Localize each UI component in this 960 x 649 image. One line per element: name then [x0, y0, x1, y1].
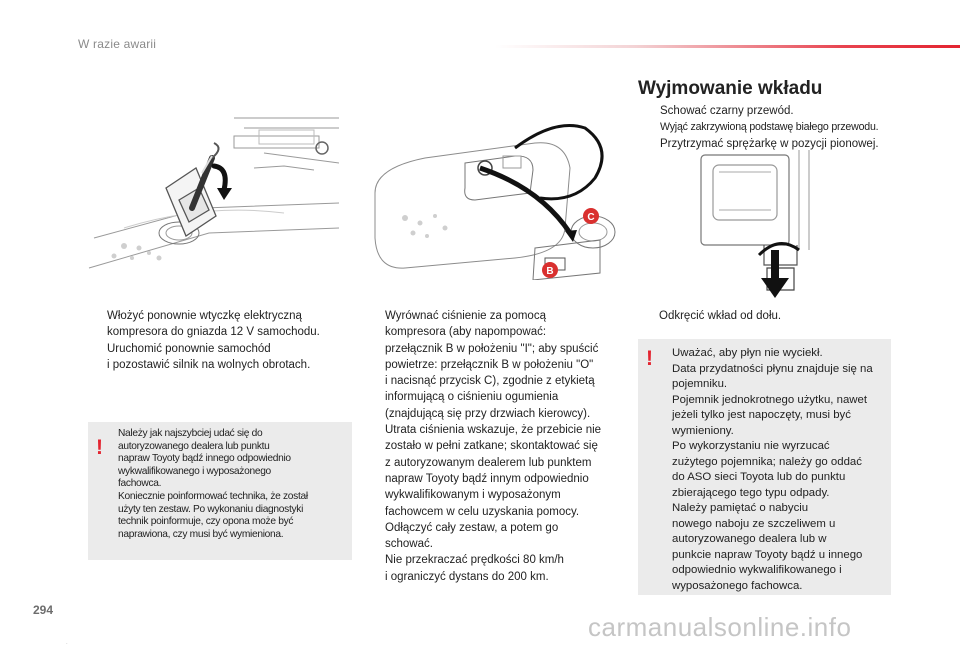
bullet-marker: [641, 119, 660, 135]
list-item-text: Przytrzymać sprężarkę w pozycji pionowej.: [660, 137, 879, 150]
bullet-marker: [366, 552, 385, 585]
list-item-text: Wyrównać ciśnienie za pomocą kompresora (aby napompować: przełącznik B w położeniu "I"; aby spuścić powietrze: przełącznik B w położeniu "O" i nacisnąć przycisk C), zgodnie z etykietą informującą o ciśnieniu ogumienia (znajdującą się przy drzwiach kierowcy). Utrata ciśnienia wskazuje, że przebicie nie zostało w pełni zatkane; skontaktować się z autoryzowanym dealerem lub punktem napraw Toyoty bądź innym odpowiednio wykwalifikowanym i wyposażonym fachowcem w celu uzyskania pomocy.: [385, 310, 602, 518]
list-item-text: Włożyć ponownie wtyczkę elektryczną kompresora do gniazda 12 V samochodu.: [107, 310, 320, 339]
list-item: [641, 119, 901, 135]
warning-box: [638, 339, 891, 595]
warning-icon: !: [96, 436, 103, 459]
section-header: W razie awarii: [78, 37, 157, 51]
warning-icon: !: [646, 347, 653, 370]
warning-box: [88, 422, 352, 560]
list-item: [88, 308, 353, 341]
bullet-marker: [88, 341, 107, 374]
cartridge-removal-illustration: [679, 150, 831, 300]
bullet-marker: [88, 308, 107, 341]
list-item: [88, 341, 353, 374]
list-item: [366, 308, 628, 520]
watermark: carmanualsonline.info: [588, 612, 852, 642]
list-item: [641, 103, 901, 119]
list-item-text: Odłączyć cały zestaw, a potem go schować.: [385, 521, 559, 551]
list-item: [366, 520, 628, 553]
bullet-marker: [366, 520, 385, 553]
callout-b-label: B: [546, 266, 554, 277]
page-number: 294: [33, 603, 54, 617]
bullet-marker: [641, 103, 660, 119]
callout-c-label: C: [587, 212, 595, 223]
bullet-marker: [641, 136, 660, 152]
instructions-column-3: [640, 308, 900, 324]
warning-text: Uważać, aby płyn nie wyciekł. Data przydatności płynu znajduje się na pojemniku. Pojemnik jednokrotnego użytku, nawet jeżeli tylko jest napoczęty, musi być wymieniony. Po wykorzystaniu nie wyrzucać zużytego pojemnika; należy go oddać do ASO sieci Toyota lub do punktu zbierającego tego typu odpady. Należy pamiętać o nabyciu nowego naboju ze szczeliwem u autoryzowanego dealera lub w punkcie napraw Toyoty bądź u innego odpowiednio wykwalifikowanego i wyposażonego fachowca.: [672, 347, 873, 592]
compressor-plug-illustration: [84, 108, 339, 280]
list-item: [640, 308, 900, 324]
instructions-column-2: [366, 308, 628, 585]
header-accent-bar: [495, 45, 960, 48]
compressor-controls-illustration: [365, 108, 617, 280]
list-item: [366, 552, 628, 585]
instructions-column-3-top: [641, 103, 901, 152]
list-item-text: Wyjąć zakrzywioną podstawę białego przewodu.: [660, 121, 879, 134]
bullet-marker: [640, 308, 659, 324]
section-title: Wyjmowanie wkładu: [638, 78, 823, 99]
footer-dot: .: [66, 640, 68, 646]
instructions-column-1: [88, 308, 353, 373]
list-item-text: Uruchomić ponownie samochód i pozostawić silnik na wolnych obrotach.: [107, 342, 311, 371]
list-item-text: Nie przekraczać prędkości 80 km/h i ograniczyć dystans do 200 km.: [385, 554, 564, 583]
bullet-marker: [366, 308, 385, 520]
warning-text: Należy jak najszybciej udać się do autoryzowanego dealera lub punktu napraw Toyoty bądź innego odpowiednio wykwalifikowanego i wyposażonego fachowca. Koniecznie poinformować technika, że został użyty ten zestaw. Po wykonaniu diagnostyki technik poinformuje, czy opona może być naprawiona, czy musi być wymieniona.: [118, 428, 308, 540]
list-item: [641, 136, 901, 152]
list-item-text: Odkręcić wkład od dołu.: [659, 310, 782, 322]
list-item-text: Schować czarny przewód.: [660, 105, 794, 117]
